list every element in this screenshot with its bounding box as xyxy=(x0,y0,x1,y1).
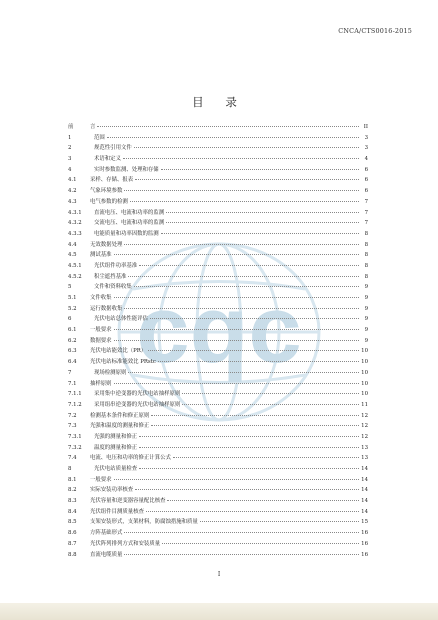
toc-entry-title: 光伏组件目测质量核查 xyxy=(90,508,144,515)
toc-leader-dots xyxy=(128,270,359,277)
toc-entry-number: 3 xyxy=(68,156,72,163)
toc-entry-number: 8.4 xyxy=(68,508,77,515)
toc-entry-page: 14 xyxy=(361,508,368,515)
toc-entry-title: 光伏组件功率基准 xyxy=(94,262,138,269)
toc-entry-page: 3 xyxy=(364,145,368,152)
toc-entry-page: 8 xyxy=(364,241,368,248)
toc-entry-page: 12 xyxy=(361,423,368,430)
toc-entry-title: 光伏电站标准能效比 PRstc xyxy=(90,359,156,366)
toc-entry-number: 6 xyxy=(68,316,72,323)
toc-entry-title: 光伏电站能效比（PR） xyxy=(90,348,147,355)
toc-entry-number: 7.3.2 xyxy=(68,444,82,451)
toc-leader-dots xyxy=(130,195,359,202)
toc-entry-page: 14 xyxy=(361,498,368,505)
toc-leader-dots xyxy=(158,355,359,362)
toc-leader-dots xyxy=(123,152,359,159)
toc-entry-page: 7 xyxy=(364,209,368,216)
page-number: I xyxy=(217,571,221,578)
toc-leader-dots xyxy=(135,483,359,490)
toc-entry-title: 光伏容量和逆变器容量配比核查 xyxy=(90,498,166,505)
toc-leader-dots xyxy=(114,473,359,480)
toc-leader-dots xyxy=(151,419,359,426)
toc-leader-dots xyxy=(114,377,359,384)
toc-entry-title: 抽样原则 xyxy=(90,380,112,387)
toc-entry-number: 8.2 xyxy=(68,487,77,494)
toc-entry-number: 7.1 xyxy=(68,380,77,387)
toc-leader-dots xyxy=(166,216,359,223)
toc-entry-page: 9 xyxy=(364,284,368,291)
toc-entry-page: 4 xyxy=(364,156,368,163)
toc-entry-page: 11 xyxy=(361,401,368,408)
toc-entry-title: 方阵基础形式 xyxy=(90,530,123,537)
toc-entry-title: 运行数据收集 xyxy=(90,305,123,312)
toc-entry-number: 8.7 xyxy=(68,540,77,547)
toc-entry-page: 7 xyxy=(364,220,368,227)
toc-entry-page: 8 xyxy=(364,252,368,259)
toc-leader-dots xyxy=(139,259,359,266)
toc-leader-dots xyxy=(161,163,359,170)
toc-entry-title: 直流电压、电流和功率的监测 xyxy=(94,209,165,216)
toc-entry-title: 实时参数监测、处理和存储 xyxy=(94,166,159,173)
toc-leader-dots xyxy=(200,515,359,522)
toc-entry-title: 交流电压、电流和功率的监测 xyxy=(94,220,165,227)
toc-entry-page: 10 xyxy=(361,391,368,398)
toc-entry-number: 5 xyxy=(68,284,72,291)
toc-leader-dots xyxy=(135,173,359,180)
toc-entry-number: 8.3 xyxy=(68,498,77,505)
toc-entry-title: 气象环境参数 xyxy=(90,188,123,195)
toc-entry[interactable] xyxy=(68,549,368,560)
toc-leader-dots xyxy=(97,120,359,127)
toc-entry-number: 8.6 xyxy=(68,530,77,537)
toc-entry-page: 15 xyxy=(361,519,368,526)
toc-entry-title: 温度的测量和修正 xyxy=(94,444,138,451)
toc-entry-number: 前 xyxy=(68,124,74,130)
toc-entry-page: 9 xyxy=(364,337,368,344)
toc-entry-title: 言 xyxy=(90,124,96,130)
toc-leader-dots xyxy=(114,334,359,341)
toc-entry-number: 8.1 xyxy=(68,476,77,483)
toc-leader-dots xyxy=(139,462,359,469)
toc-entry-number: 5.1 xyxy=(68,295,77,301)
toc-entry-number: 4.4 xyxy=(68,241,77,248)
toc-leader-dots xyxy=(151,409,359,416)
toc-entry-page: 9 xyxy=(364,327,368,334)
toc-entry-page: 10 xyxy=(361,380,368,387)
toc-leader-dots xyxy=(124,184,359,191)
table-of-contents xyxy=(68,121,368,559)
toc-entry-title: 检测基本条件和修正原则 xyxy=(90,412,150,419)
toc-entry-title: 现场检测原则 xyxy=(94,369,127,376)
toc-entry-title: 光伏电站质量检查 xyxy=(94,466,138,472)
toc-entry-title: 文件收集 xyxy=(90,295,112,301)
toc-entry-page: 6 xyxy=(364,188,368,195)
toc-leader-dots xyxy=(124,526,359,533)
toc-entry-page: 8 xyxy=(364,262,368,269)
toc-entry-page: 9 xyxy=(364,295,368,301)
toc-leader-dots xyxy=(128,366,359,373)
toc-entry-page: 9 xyxy=(364,316,368,323)
toc-entry-page: 16 xyxy=(361,551,368,558)
toc-entry-number: 7.4 xyxy=(68,455,77,462)
toc-entry-number: 1 xyxy=(68,134,72,141)
toc-leader-dots xyxy=(107,131,359,138)
toc-entry-page: 14 xyxy=(361,466,368,472)
toc-leader-dots xyxy=(167,494,359,501)
toc-entry-page: 8 xyxy=(364,230,368,237)
toc-leader-dots xyxy=(124,548,359,555)
toc-leader-dots xyxy=(114,323,359,330)
toc-entry-number: 6.2 xyxy=(68,337,77,344)
toc-entry-page: 13 xyxy=(361,455,368,462)
toc-leader-dots xyxy=(114,248,359,255)
toc-entry-number: 4.3 xyxy=(68,198,77,205)
toc-leader-dots xyxy=(139,441,359,448)
toc-entry-title: 规范性引用文件 xyxy=(94,145,132,152)
toc-leader-dots xyxy=(150,312,359,319)
toc-entry-number: 7.3.1 xyxy=(68,433,82,440)
toc-leader-dots xyxy=(114,291,359,298)
toc-leader-dots xyxy=(134,141,359,148)
toc-entry-page: 16 xyxy=(361,530,368,537)
toc-entry-number: 6.4 xyxy=(68,359,77,366)
toc-entry-title: 采用组串逆变器的光伏电站抽样原则 xyxy=(94,401,181,408)
toc-entry-page: 10 xyxy=(361,359,368,366)
toc-entry-number: 4.5.1 xyxy=(68,262,82,269)
toc-entry-title: 光伏阵列排列方式和安装质量 xyxy=(90,540,161,547)
toc-entry-number: 4.3.1 xyxy=(68,209,82,216)
toc-entry-page: 6 xyxy=(364,177,368,184)
toc-entry-number: 4.5.2 xyxy=(68,273,82,280)
toc-entry-title: 一般要求 xyxy=(90,327,112,334)
toc-entry-number: 4 xyxy=(68,166,72,173)
toc-entry-page: 3 xyxy=(364,134,368,141)
toc-entry-title: 采用集中逆变器的光伏电站抽样原则 xyxy=(94,391,181,398)
toc-entry-page: 12 xyxy=(361,433,368,440)
toc-entry-page: 6 xyxy=(364,166,368,173)
toc-entry-number: 7 xyxy=(68,369,72,376)
toc-entry-title: 电流、电压和功率的修正计算公式 xyxy=(90,455,171,462)
toc-entry-title: 术语和定义 xyxy=(94,156,121,163)
toc-entry-number: 4.2 xyxy=(68,188,77,195)
toc-entry-page: 7 xyxy=(364,198,368,205)
toc-leader-dots xyxy=(148,344,359,351)
toc-entry-title: 支架安装形式，支架材料，防腐蚀措施和质量 xyxy=(90,519,198,526)
toc-entry-number: 7.1.1 xyxy=(68,391,82,398)
toc-entry-title: 范围 xyxy=(94,134,105,141)
toc-entry-title: 光伏电站总体性能评估 xyxy=(94,316,148,323)
toc-leader-dots xyxy=(182,387,359,394)
toc-entry-page: 10 xyxy=(361,369,368,376)
toc-entry-number: 7.2 xyxy=(68,412,77,419)
toc-entry-title: 电能质量和功率因数的监测 xyxy=(94,230,159,237)
toc-leader-dots xyxy=(124,302,359,309)
toc-entry-number: 4.3.2 xyxy=(68,220,82,227)
toc-entry-title: 数据要求 xyxy=(90,337,112,344)
watermark-text: cqc xyxy=(136,276,302,383)
toc-leader-dots xyxy=(162,537,359,544)
toc-entry-title: 电气参数的检测 xyxy=(90,198,128,205)
toc-entry-number: 4.5 xyxy=(68,252,77,259)
page-bottom-band xyxy=(0,603,438,620)
toc-entry-number: 4.3.3 xyxy=(68,230,82,237)
toc-leader-dots xyxy=(173,451,359,458)
toc-entry-number: 4.1 xyxy=(68,177,77,184)
toc-leader-dots xyxy=(161,227,359,234)
toc-entry-number: 8 xyxy=(68,466,72,472)
toc-entry-title: 文件和资料收集 xyxy=(94,284,132,291)
toc-entry-number: 6.1 xyxy=(68,327,77,334)
toc-entry-page: 9 xyxy=(364,305,368,312)
toc-entry-page: 12 xyxy=(361,412,368,419)
toc-leader-dots xyxy=(182,398,359,405)
toc-entry-title: 积尘遮挡基准 xyxy=(94,273,127,280)
toc-entry-page: II xyxy=(363,124,368,130)
toc-entry-title: 光强的测量和修正 xyxy=(94,433,138,440)
toc-entry-title: 采样、存储、报表 xyxy=(90,177,134,184)
toc-entry-page: 14 xyxy=(361,476,368,483)
toc-entry-title: 一般要求 xyxy=(90,476,112,483)
toc-leader-dots xyxy=(124,238,359,245)
toc-leader-dots xyxy=(146,505,359,512)
toc-entry-number: 8.8 xyxy=(68,551,77,558)
toc-entry-number: 6.3 xyxy=(68,348,77,355)
toc-entry-title: 光强和温度的测量和修正 xyxy=(90,423,150,430)
toc-entry-number: 2 xyxy=(68,145,72,152)
toc-entry-page: 8 xyxy=(364,273,368,280)
toc-entry-page: 13 xyxy=(361,444,368,451)
toc-entry-page: 14 xyxy=(361,487,368,494)
toc-leader-dots xyxy=(166,206,359,213)
toc-entry-title: 无效数据处理 xyxy=(90,241,123,248)
toc-leader-dots xyxy=(139,430,359,437)
toc-entry-title: 实际安装功率核查 xyxy=(90,487,134,494)
toc-entry-number: 7.3 xyxy=(68,423,77,430)
toc-entry-page: 16 xyxy=(361,540,368,547)
toc-leader-dots xyxy=(134,280,359,287)
toc-entry-number: 5.2 xyxy=(68,305,77,312)
toc-entry-title: 测试基准 xyxy=(90,252,112,259)
toc-entry-page: 10 xyxy=(361,348,368,355)
toc-entry-title: 直流电缆质量 xyxy=(90,551,123,558)
toc-entry-number: 8.5 xyxy=(68,519,77,526)
document-code-header: CNCA/CTS0016-2015 xyxy=(338,27,412,35)
toc-title: 目 录 xyxy=(192,95,246,109)
toc-entry-number: 7.1.2 xyxy=(68,401,82,408)
